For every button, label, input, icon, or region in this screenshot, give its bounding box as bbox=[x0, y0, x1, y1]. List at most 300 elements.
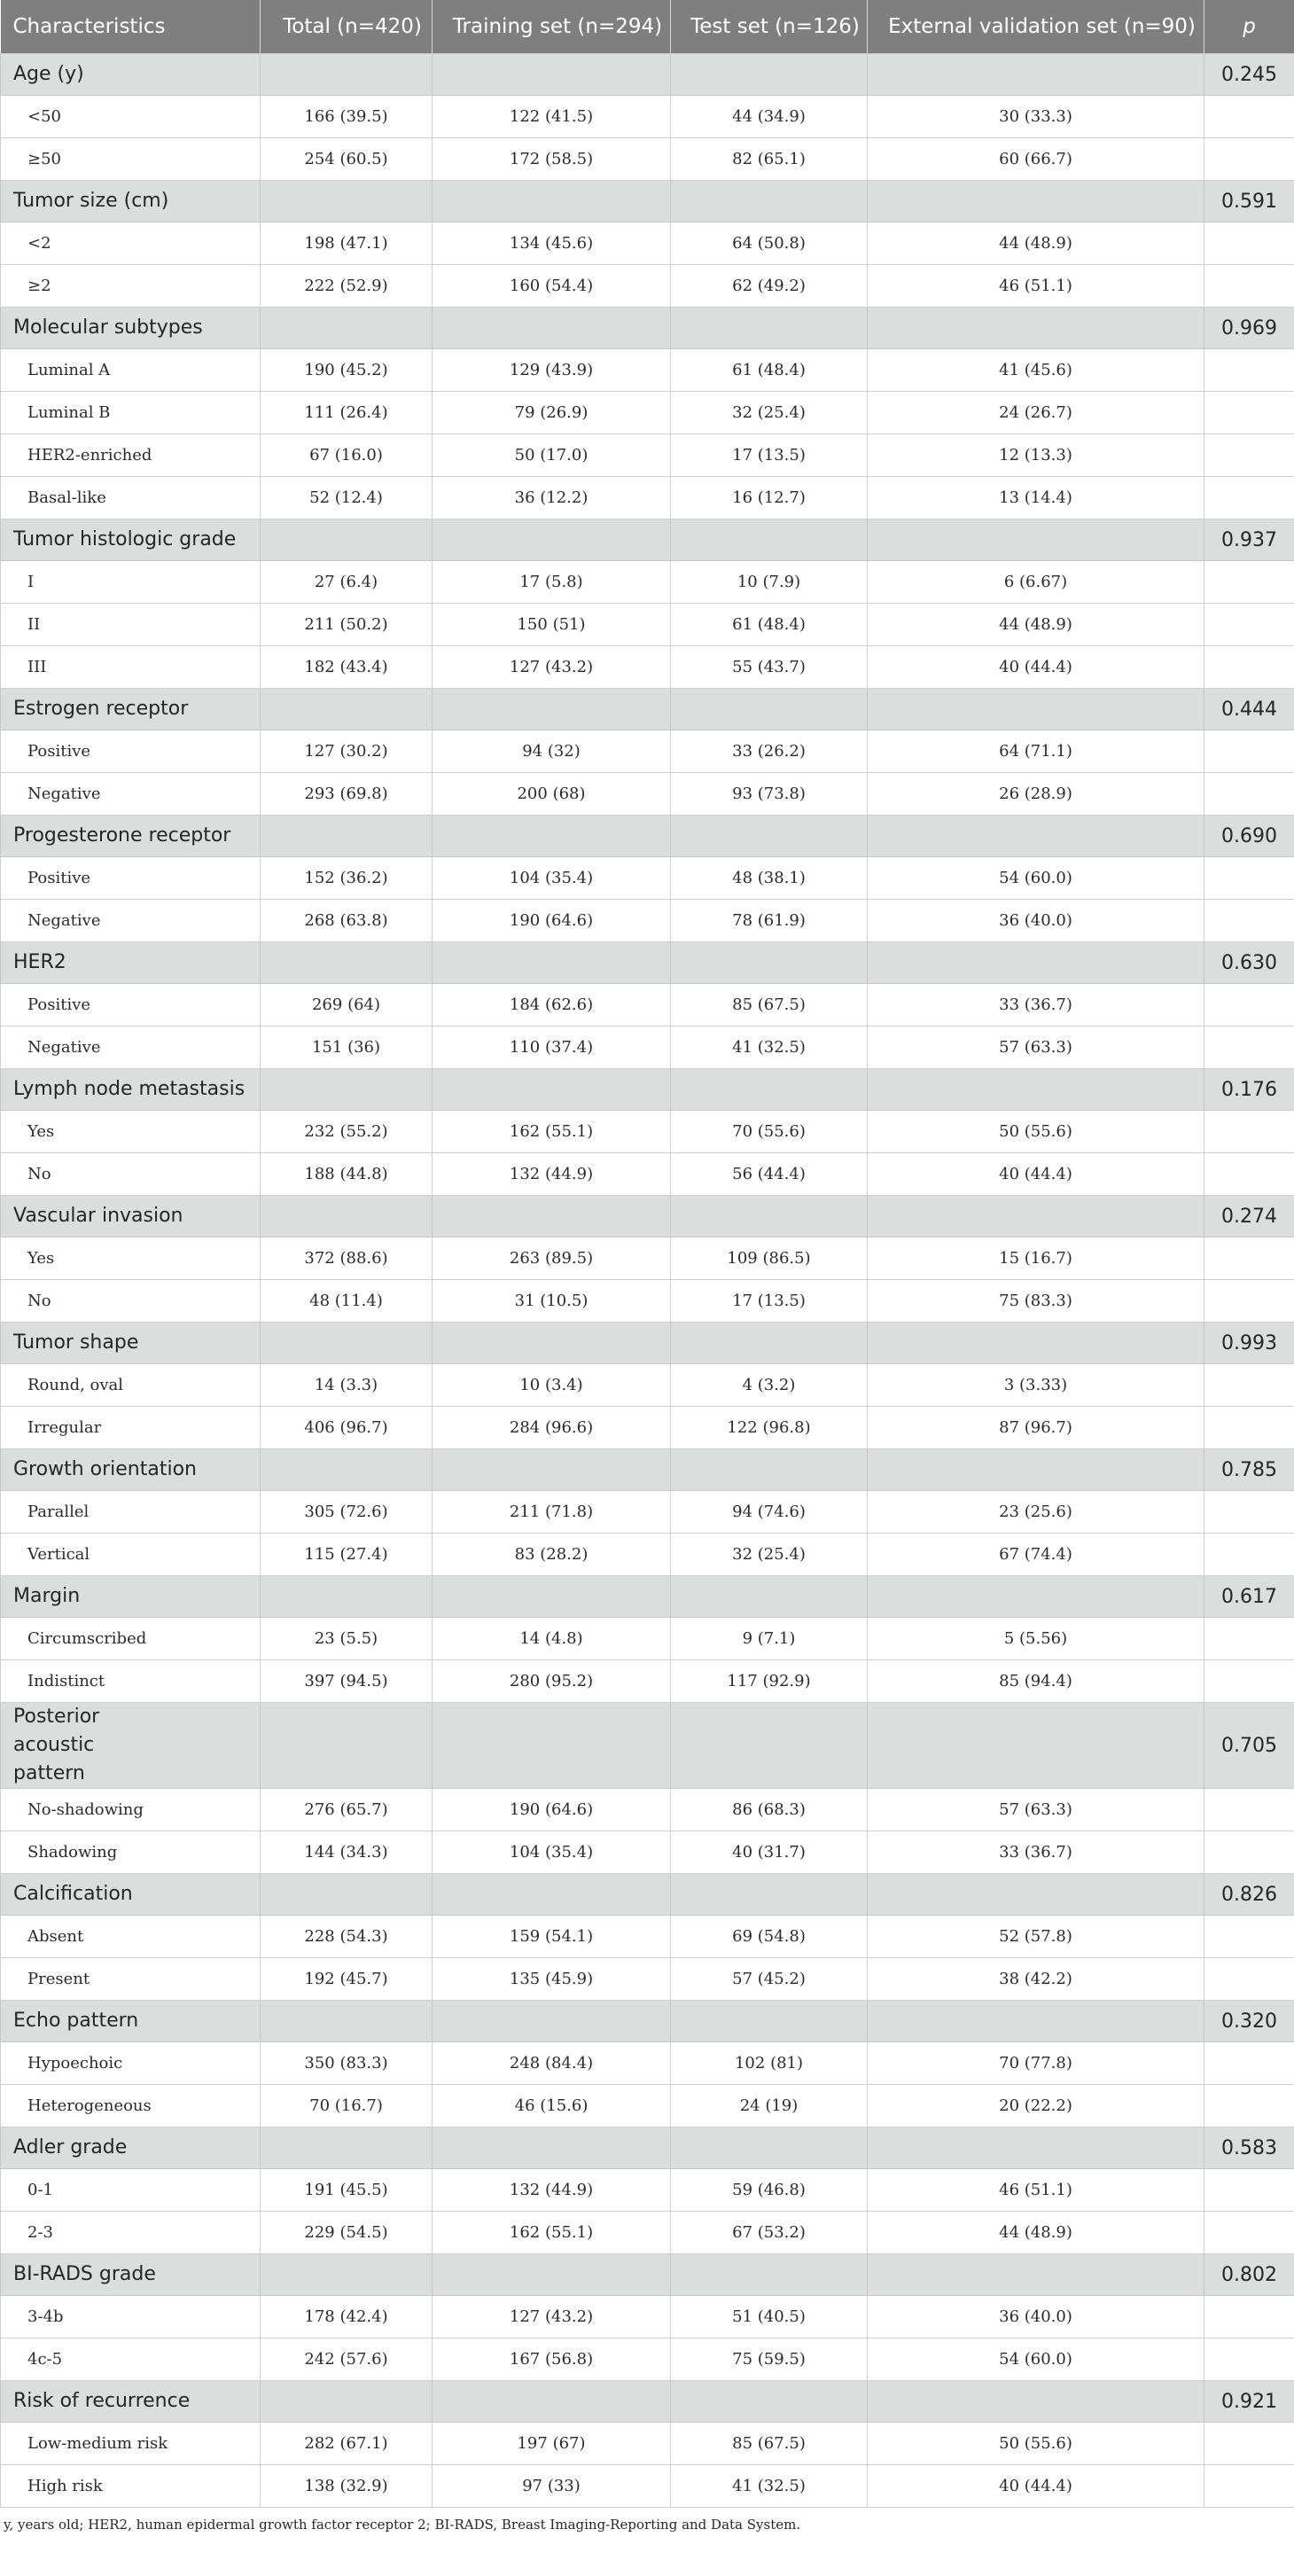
row-p-empty bbox=[1204, 392, 1294, 434]
cell-total: 222 (52.9) bbox=[261, 265, 433, 308]
header-external: External validation set (n=90) bbox=[868, 0, 1204, 54]
row-label: No-shadowing bbox=[1, 1789, 261, 1831]
cell-total: 27 (6.4) bbox=[261, 561, 433, 604]
category-empty-cell bbox=[671, 1449, 868, 1491]
table-row bbox=[1, 1534, 1294, 1576]
category-label: Tumor size (cm) bbox=[1, 181, 261, 222]
row-p-empty bbox=[1204, 2169, 1294, 2212]
table-row bbox=[1, 1407, 1294, 1449]
category-label: BI-RADS grade bbox=[1, 2254, 261, 2296]
row-label: ≥2 bbox=[1, 265, 261, 308]
cell-training: 167 (56.8) bbox=[433, 2338, 671, 2381]
cell-external: 20 (22.2) bbox=[868, 2085, 1204, 2127]
cell-test: 122 (96.8) bbox=[671, 1407, 868, 1449]
cell-test: 86 (68.3) bbox=[671, 1789, 868, 1831]
category-empty-cell bbox=[261, 181, 433, 222]
category-empty-cell bbox=[261, 1323, 433, 1364]
cell-external: 15 (16.7) bbox=[868, 1237, 1204, 1280]
p-value: 0.937 bbox=[1204, 519, 1294, 561]
row-p-empty bbox=[1204, 561, 1294, 604]
category-label: Growth orientation bbox=[1, 1449, 261, 1491]
table-row bbox=[1, 2212, 1294, 2254]
category-label: Posterior acoustic pattern bbox=[1, 1703, 261, 1789]
p-value: 0.802 bbox=[1204, 2254, 1294, 2296]
row-p-empty bbox=[1204, 900, 1294, 942]
row-p-empty bbox=[1204, 2296, 1294, 2338]
cell-external: 26 (28.9) bbox=[868, 773, 1204, 816]
category-empty-cell bbox=[433, 2127, 671, 2169]
row-p-empty bbox=[1204, 984, 1294, 1026]
cell-test: 93 (73.8) bbox=[671, 773, 868, 816]
category-row bbox=[1, 1323, 1294, 1364]
category-label: Calcification bbox=[1, 1874, 261, 1916]
category-row bbox=[1, 816, 1294, 857]
category-empty-cell bbox=[433, 1703, 671, 1789]
cell-total: 191 (45.5) bbox=[261, 2169, 433, 2212]
table-row bbox=[1, 604, 1294, 646]
row-p-empty bbox=[1204, 222, 1294, 265]
cell-training: 129 (43.9) bbox=[433, 349, 671, 392]
cell-external: 44 (48.9) bbox=[868, 604, 1204, 646]
category-empty-cell bbox=[433, 816, 671, 857]
category-row bbox=[1, 2127, 1294, 2169]
p-value: 0.826 bbox=[1204, 1874, 1294, 1916]
category-empty-cell bbox=[868, 1449, 1204, 1491]
row-p-empty bbox=[1204, 96, 1294, 138]
row-p-empty bbox=[1204, 1916, 1294, 1958]
cell-total: 198 (47.1) bbox=[261, 222, 433, 265]
table-row bbox=[1, 1111, 1294, 1153]
cell-test: 32 (25.4) bbox=[671, 1534, 868, 1576]
category-empty-cell bbox=[868, 1069, 1204, 1111]
cell-test: 94 (74.6) bbox=[671, 1491, 868, 1534]
category-empty-cell bbox=[868, 1323, 1204, 1364]
table-row bbox=[1, 265, 1294, 308]
cell-total: 305 (72.6) bbox=[261, 1491, 433, 1534]
row-p-empty bbox=[1204, 2338, 1294, 2381]
category-row bbox=[1, 1196, 1294, 1237]
category-label: Age (y) bbox=[1, 54, 261, 96]
cell-test: 59 (46.8) bbox=[671, 2169, 868, 2212]
category-empty-cell bbox=[671, 942, 868, 984]
row-p-empty bbox=[1204, 857, 1294, 900]
cell-external: 57 (63.3) bbox=[868, 1026, 1204, 1069]
category-empty-cell bbox=[671, 519, 868, 561]
row-p-empty bbox=[1204, 1153, 1294, 1196]
table-row bbox=[1, 1153, 1294, 1196]
category-empty-cell bbox=[671, 816, 868, 857]
row-label: II bbox=[1, 604, 261, 646]
row-p-empty bbox=[1204, 1660, 1294, 1703]
cell-total: 232 (55.2) bbox=[261, 1111, 433, 1153]
cell-total: 293 (69.8) bbox=[261, 773, 433, 816]
table-row bbox=[1, 1237, 1294, 1280]
cell-training: 184 (62.6) bbox=[433, 984, 671, 1026]
category-label: Estrogen receptor bbox=[1, 689, 261, 730]
cell-test: 64 (50.8) bbox=[671, 222, 868, 265]
row-label: <50 bbox=[1, 96, 261, 138]
category-empty-cell bbox=[671, 1069, 868, 1111]
row-label: Negative bbox=[1, 900, 261, 942]
cell-total: 152 (36.2) bbox=[261, 857, 433, 900]
cell-total: 229 (54.5) bbox=[261, 2212, 433, 2254]
category-empty-cell bbox=[671, 1576, 868, 1618]
cell-external: 38 (42.2) bbox=[868, 1958, 1204, 2001]
p-value: 0.583 bbox=[1204, 2127, 1294, 2169]
row-label: I bbox=[1, 561, 261, 604]
category-empty-cell bbox=[261, 308, 433, 349]
cell-test: 61 (48.4) bbox=[671, 349, 868, 392]
category-empty-cell bbox=[868, 1703, 1204, 1789]
p-value: 0.705 bbox=[1204, 1703, 1294, 1789]
row-p-empty bbox=[1204, 1364, 1294, 1407]
cell-total: 276 (65.7) bbox=[261, 1789, 433, 1831]
cell-test: 9 (7.1) bbox=[671, 1618, 868, 1660]
category-empty-cell bbox=[868, 2001, 1204, 2042]
category-empty-cell bbox=[261, 689, 433, 730]
p-value: 0.969 bbox=[1204, 308, 1294, 349]
category-empty-cell bbox=[261, 519, 433, 561]
row-label: Indistinct bbox=[1, 1660, 261, 1703]
cell-external: 46 (51.1) bbox=[868, 2169, 1204, 2212]
category-label: Progesterone receptor bbox=[1, 816, 261, 857]
table-footnote: y, years old; HER2, human epidermal growth factor receptor 2; BI-RADS, Breast Imaging-Reporting and Data System. bbox=[4, 2517, 801, 2533]
category-row bbox=[1, 1449, 1294, 1491]
category-label: Risk of recurrence bbox=[1, 2381, 261, 2423]
cell-total: 144 (34.3) bbox=[261, 1831, 433, 1874]
category-label: Lymph node metastasis bbox=[1, 1069, 261, 1111]
row-label: Yes bbox=[1, 1111, 261, 1153]
category-empty-cell bbox=[261, 1069, 433, 1111]
row-p-empty bbox=[1204, 773, 1294, 816]
category-empty-cell bbox=[671, 2254, 868, 2296]
cell-test: 56 (44.4) bbox=[671, 1153, 868, 1196]
row-label: Shadowing bbox=[1, 1831, 261, 1874]
p-value: 0.320 bbox=[1204, 2001, 1294, 2042]
category-empty-cell bbox=[261, 1449, 433, 1491]
row-label: Irregular bbox=[1, 1407, 261, 1449]
cell-total: 111 (26.4) bbox=[261, 392, 433, 434]
cell-training: 190 (64.6) bbox=[433, 900, 671, 942]
row-label: Positive bbox=[1, 857, 261, 900]
cell-training: 248 (84.4) bbox=[433, 2042, 671, 2085]
category-empty-cell bbox=[868, 942, 1204, 984]
category-label: Molecular subtypes bbox=[1, 308, 261, 349]
row-label: <2 bbox=[1, 222, 261, 265]
cell-external: 54 (60.0) bbox=[868, 857, 1204, 900]
cell-total: 282 (67.1) bbox=[261, 2423, 433, 2465]
row-label: Circumscribed bbox=[1, 1618, 261, 1660]
table-row bbox=[1, 138, 1294, 181]
cell-training: 10 (3.4) bbox=[433, 1364, 671, 1407]
cell-external: 75 (83.3) bbox=[868, 1280, 1204, 1323]
row-label: Positive bbox=[1, 730, 261, 773]
table-row bbox=[1, 1026, 1294, 1069]
table-row bbox=[1, 646, 1294, 689]
cell-test: 75 (59.5) bbox=[671, 2338, 868, 2381]
row-p-empty bbox=[1204, 1280, 1294, 1323]
category-empty-cell bbox=[671, 54, 868, 96]
row-label: Basal-like bbox=[1, 477, 261, 519]
category-empty-cell bbox=[261, 2127, 433, 2169]
row-label: Negative bbox=[1, 1026, 261, 1069]
row-p-empty bbox=[1204, 349, 1294, 392]
cell-external: 6 (6.67) bbox=[868, 561, 1204, 604]
cell-total: 228 (54.3) bbox=[261, 1916, 433, 1958]
table-row bbox=[1, 2042, 1294, 2085]
table-row bbox=[1, 222, 1294, 265]
cell-training: 197 (67) bbox=[433, 2423, 671, 2465]
cell-test: 17 (13.5) bbox=[671, 434, 868, 477]
category-empty-cell bbox=[671, 1323, 868, 1364]
row-label: III bbox=[1, 646, 261, 689]
category-empty-cell bbox=[261, 2001, 433, 2042]
cell-training: 36 (12.2) bbox=[433, 477, 671, 519]
cell-total: 115 (27.4) bbox=[261, 1534, 433, 1576]
row-label: Negative bbox=[1, 773, 261, 816]
table-row bbox=[1, 2465, 1294, 2508]
p-value: 0.785 bbox=[1204, 1449, 1294, 1491]
cell-training: 97 (33) bbox=[433, 2465, 671, 2508]
row-label: Parallel bbox=[1, 1491, 261, 1534]
cell-training: 160 (54.4) bbox=[433, 265, 671, 308]
cell-training: 150 (51) bbox=[433, 604, 671, 646]
cell-external: 57 (63.3) bbox=[868, 1789, 1204, 1831]
header-test: Test set (n=126) bbox=[671, 0, 868, 54]
row-label: Luminal B bbox=[1, 392, 261, 434]
cell-external: 44 (48.9) bbox=[868, 2212, 1204, 2254]
cell-training: 172 (58.5) bbox=[433, 138, 671, 181]
table-row bbox=[1, 857, 1294, 900]
category-row bbox=[1, 181, 1294, 222]
category-label: Vascular invasion bbox=[1, 1196, 261, 1237]
cell-training: 104 (35.4) bbox=[433, 857, 671, 900]
table-row bbox=[1, 2423, 1294, 2465]
cell-total: 48 (11.4) bbox=[261, 1280, 433, 1323]
cell-external: 33 (36.7) bbox=[868, 984, 1204, 1026]
category-empty-cell bbox=[671, 181, 868, 222]
category-empty-cell bbox=[433, 54, 671, 96]
table-row bbox=[1, 1789, 1294, 1831]
row-p-empty bbox=[1204, 1407, 1294, 1449]
cell-test: 32 (25.4) bbox=[671, 392, 868, 434]
row-label: No bbox=[1, 1153, 261, 1196]
cell-external: 24 (26.7) bbox=[868, 392, 1204, 434]
category-row bbox=[1, 689, 1294, 730]
row-p-empty bbox=[1204, 1111, 1294, 1153]
cell-total: 23 (5.5) bbox=[261, 1618, 433, 1660]
row-p-empty bbox=[1204, 477, 1294, 519]
cell-total: 14 (3.3) bbox=[261, 1364, 433, 1407]
category-empty-cell bbox=[433, 1449, 671, 1491]
cell-training: 162 (55.1) bbox=[433, 1111, 671, 1153]
category-empty-cell bbox=[261, 2381, 433, 2423]
cell-test: 62 (49.2) bbox=[671, 265, 868, 308]
cell-test: 61 (48.4) bbox=[671, 604, 868, 646]
table-row bbox=[1, 477, 1294, 519]
row-label: ≥50 bbox=[1, 138, 261, 181]
cell-total: 52 (12.4) bbox=[261, 477, 433, 519]
category-empty-cell bbox=[433, 1576, 671, 1618]
cell-training: 14 (4.8) bbox=[433, 1618, 671, 1660]
cell-training: 50 (17.0) bbox=[433, 434, 671, 477]
row-label: 0-1 bbox=[1, 2169, 261, 2212]
table-row bbox=[1, 773, 1294, 816]
row-label: Low-medium risk bbox=[1, 2423, 261, 2465]
row-label: Heterogeneous bbox=[1, 2085, 261, 2127]
category-empty-cell bbox=[261, 1196, 433, 1237]
category-empty-cell bbox=[261, 2254, 433, 2296]
row-label: Yes bbox=[1, 1237, 261, 1280]
category-empty-cell bbox=[433, 2381, 671, 2423]
category-row bbox=[1, 1069, 1294, 1111]
cell-external: 46 (51.1) bbox=[868, 265, 1204, 308]
table-row bbox=[1, 392, 1294, 434]
row-p-empty bbox=[1204, 2042, 1294, 2085]
cell-training: 132 (44.9) bbox=[433, 1153, 671, 1196]
cell-total: 166 (39.5) bbox=[261, 96, 433, 138]
cell-total: 178 (42.4) bbox=[261, 2296, 433, 2338]
cell-test: 109 (86.5) bbox=[671, 1237, 868, 1280]
cell-test: 78 (61.9) bbox=[671, 900, 868, 942]
row-p-empty bbox=[1204, 1534, 1294, 1576]
cell-total: 397 (94.5) bbox=[261, 1660, 433, 1703]
header-row bbox=[1, 0, 1294, 54]
table-row bbox=[1, 2296, 1294, 2338]
cell-test: 41 (32.5) bbox=[671, 2465, 868, 2508]
cell-total: 242 (57.6) bbox=[261, 2338, 433, 2381]
cell-external: 54 (60.0) bbox=[868, 2338, 1204, 2381]
category-empty-cell bbox=[868, 1576, 1204, 1618]
p-value: 0.690 bbox=[1204, 816, 1294, 857]
cell-external: 67 (74.4) bbox=[868, 1534, 1204, 1576]
cell-training: 263 (89.5) bbox=[433, 1237, 671, 1280]
category-row bbox=[1, 519, 1294, 561]
category-row bbox=[1, 1576, 1294, 1618]
cell-external: 13 (14.4) bbox=[868, 477, 1204, 519]
row-label: No bbox=[1, 1280, 261, 1323]
table-row bbox=[1, 1660, 1294, 1703]
category-empty-cell bbox=[671, 1874, 868, 1916]
cell-external: 52 (57.8) bbox=[868, 1916, 1204, 1958]
category-empty-cell bbox=[868, 2381, 1204, 2423]
row-p-empty bbox=[1204, 2212, 1294, 2254]
category-empty-cell bbox=[868, 308, 1204, 349]
table-row bbox=[1, 984, 1294, 1026]
cell-external: 64 (71.1) bbox=[868, 730, 1204, 773]
category-label: Adler grade bbox=[1, 2127, 261, 2169]
category-empty-cell bbox=[671, 1703, 868, 1789]
cell-external: 30 (33.3) bbox=[868, 96, 1204, 138]
cell-training: 200 (68) bbox=[433, 773, 671, 816]
category-empty-cell bbox=[671, 2127, 868, 2169]
table-row bbox=[1, 2338, 1294, 2381]
cell-external: 23 (25.6) bbox=[868, 1491, 1204, 1534]
cell-training: 83 (28.2) bbox=[433, 1534, 671, 1576]
category-row bbox=[1, 2381, 1294, 2423]
cell-total: 192 (45.7) bbox=[261, 1958, 433, 2001]
cell-training: 159 (54.1) bbox=[433, 1916, 671, 1958]
cell-test: 17 (13.5) bbox=[671, 1280, 868, 1323]
row-label: 4c-5 bbox=[1, 2338, 261, 2381]
category-label: HER2 bbox=[1, 942, 261, 984]
row-label: Absent bbox=[1, 1916, 261, 1958]
cell-external: 87 (96.7) bbox=[868, 1407, 1204, 1449]
cell-test: 85 (67.5) bbox=[671, 2423, 868, 2465]
row-label: Luminal A bbox=[1, 349, 261, 392]
cell-test: 24 (19) bbox=[671, 2085, 868, 2127]
category-empty-cell bbox=[868, 519, 1204, 561]
row-p-empty bbox=[1204, 730, 1294, 773]
row-label: Positive bbox=[1, 984, 261, 1026]
cell-external: 50 (55.6) bbox=[868, 2423, 1204, 2465]
category-empty-cell bbox=[868, 689, 1204, 730]
row-label: Round, oval bbox=[1, 1364, 261, 1407]
cell-external: 41 (45.6) bbox=[868, 349, 1204, 392]
category-empty-cell bbox=[868, 1196, 1204, 1237]
category-label: Echo pattern bbox=[1, 2001, 261, 2042]
cell-external: 12 (13.3) bbox=[868, 434, 1204, 477]
category-empty-cell bbox=[868, 54, 1204, 96]
cell-external: 70 (77.8) bbox=[868, 2042, 1204, 2085]
cell-external: 40 (44.4) bbox=[868, 646, 1204, 689]
row-p-empty bbox=[1204, 1958, 1294, 2001]
row-label: Hypoechoic bbox=[1, 2042, 261, 2085]
p-value: 0.274 bbox=[1204, 1196, 1294, 1237]
cell-total: 350 (83.3) bbox=[261, 2042, 433, 2085]
cell-test: 44 (34.9) bbox=[671, 96, 868, 138]
category-row bbox=[1, 1874, 1294, 1916]
table-row bbox=[1, 561, 1294, 604]
category-empty-cell bbox=[433, 2001, 671, 2042]
category-empty-cell bbox=[261, 942, 433, 984]
cell-external: 36 (40.0) bbox=[868, 900, 1204, 942]
p-value: 0.993 bbox=[1204, 1323, 1294, 1364]
cell-external: 5 (5.56) bbox=[868, 1618, 1204, 1660]
category-empty-cell bbox=[261, 1576, 433, 1618]
p-value: 0.591 bbox=[1204, 181, 1294, 222]
category-empty-cell bbox=[671, 1196, 868, 1237]
cell-test: 69 (54.8) bbox=[671, 1916, 868, 1958]
category-label: Tumor shape bbox=[1, 1323, 261, 1364]
cell-training: 127 (43.2) bbox=[433, 646, 671, 689]
cell-test: 10 (7.9) bbox=[671, 561, 868, 604]
cell-training: 284 (96.6) bbox=[433, 1407, 671, 1449]
category-empty-cell bbox=[671, 2001, 868, 2042]
category-empty-cell bbox=[868, 181, 1204, 222]
cell-test: 41 (32.5) bbox=[671, 1026, 868, 1069]
table-row bbox=[1, 1831, 1294, 1874]
table-row bbox=[1, 1364, 1294, 1407]
category-empty-cell bbox=[261, 1874, 433, 1916]
cell-test: 85 (67.5) bbox=[671, 984, 868, 1026]
cell-total: 67 (16.0) bbox=[261, 434, 433, 477]
p-value: 0.921 bbox=[1204, 2381, 1294, 2423]
row-p-empty bbox=[1204, 2465, 1294, 2508]
table-row bbox=[1, 730, 1294, 773]
table-row bbox=[1, 1491, 1294, 1534]
category-empty-cell bbox=[868, 816, 1204, 857]
cell-training: 31 (10.5) bbox=[433, 1280, 671, 1323]
category-empty-cell bbox=[261, 54, 433, 96]
cell-test: 40 (31.7) bbox=[671, 1831, 868, 1874]
cell-training: 190 (64.6) bbox=[433, 1789, 671, 1831]
cell-test: 82 (65.1) bbox=[671, 138, 868, 181]
category-empty-cell bbox=[671, 689, 868, 730]
category-empty-cell bbox=[868, 2127, 1204, 2169]
cell-training: 110 (37.4) bbox=[433, 1026, 671, 1069]
cell-training: 122 (41.5) bbox=[433, 96, 671, 138]
